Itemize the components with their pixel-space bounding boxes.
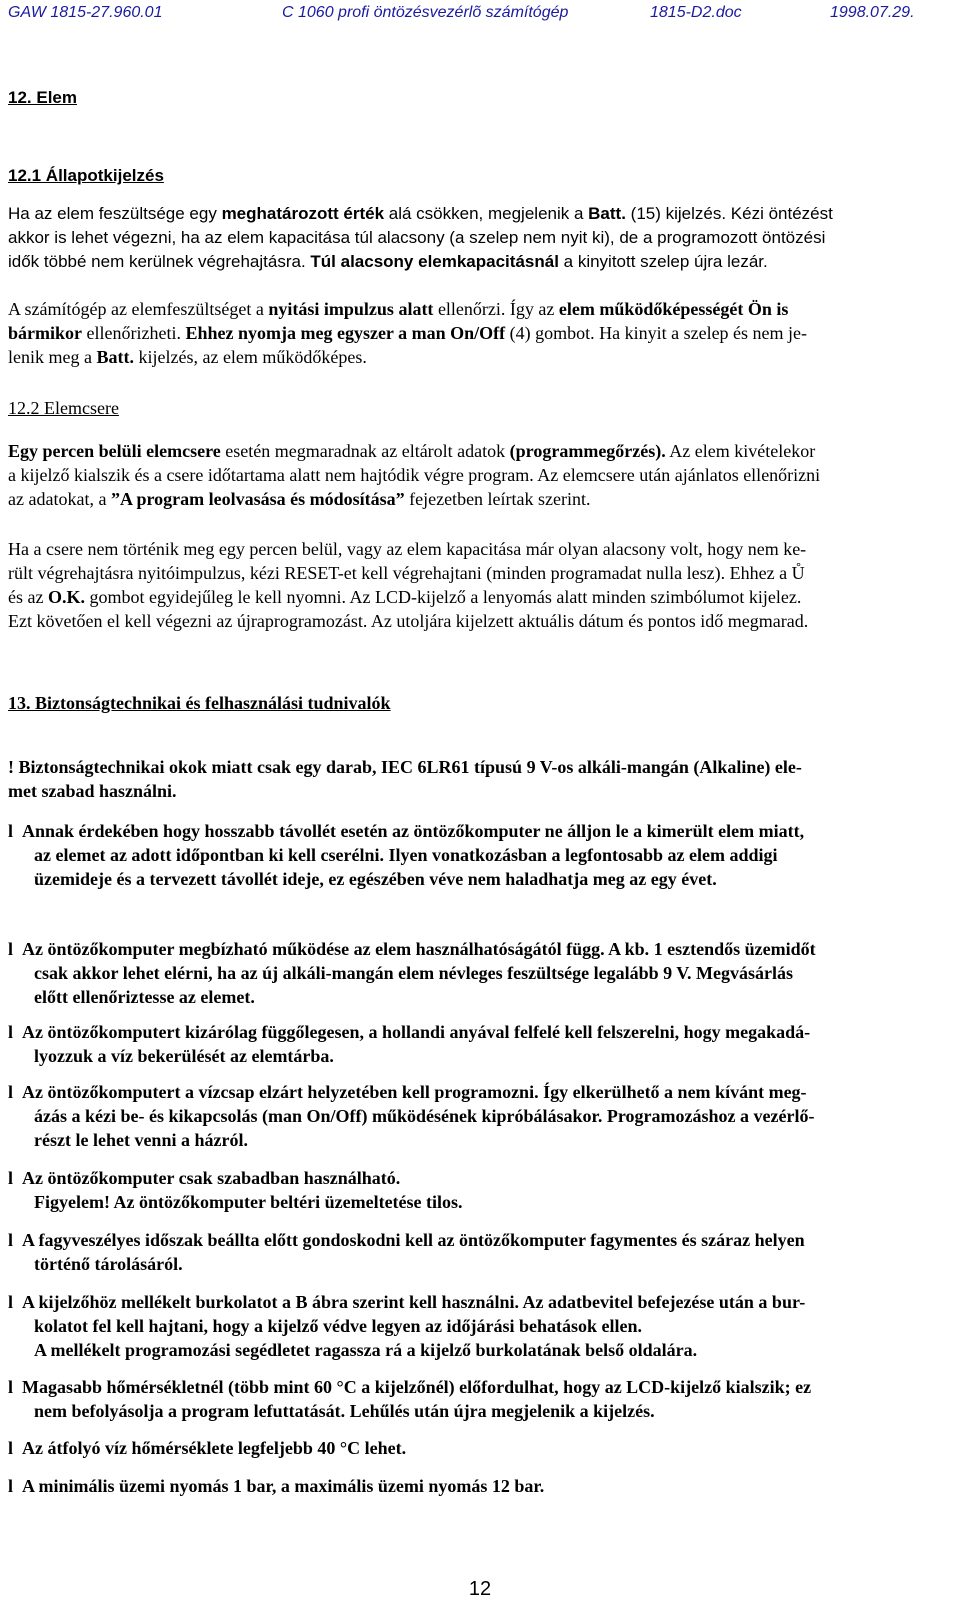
text-run-bold: meghatározott érték [221, 204, 385, 223]
text-run-bold: ”A program leolvasása és módosítása” [110, 489, 405, 509]
bullet-6-line-2: történő tárolásáról. [34, 1254, 183, 1274]
paragraph-4-line-3 [8, 587, 801, 608]
section-12-1-title: 12.1 Állapotkijelzés [8, 166, 164, 185]
bullet-icon: l [8, 1022, 14, 1042]
bullet-5-line-2: Figyelem! Az öntözőkomputer beltéri üzemeltetése tilos. [34, 1192, 463, 1212]
bullet-9-line-1: Az átfolyó víz hőmérséklete legfeljebb 40 °C lehet. [22, 1438, 407, 1458]
paragraph-1-line-3 [8, 252, 768, 272]
text-run: az adatokat, a [8, 489, 111, 509]
section-12-2-title: 12.2 Elemcsere [8, 398, 119, 418]
text-run: esetén megmaradnak az eltárolt adatok [220, 441, 510, 461]
bullet-icon: l [8, 939, 14, 959]
header-title: C 1060 profi öntözésvezérlõ számítógép [282, 4, 569, 21]
text-run: (15) kijelzés. Kézi öntézést [625, 204, 833, 223]
warning-line-1: ! Biztonságtechnikai okok miatt csak egy darab, IEC 6LR61 típusú 9 V-os alkáli-mangán (Alkaline) ele- [8, 757, 802, 777]
paragraph-1-line-1 [8, 204, 833, 224]
bullet-icon: l [8, 1377, 14, 1397]
paragraph-4-line-1: Ha a csere nem történik meg egy percen belül, vagy az elem kapacitása már olyan alacsony volt, hogy nem ke- [8, 539, 807, 559]
bullet-icon: l [8, 1230, 14, 1250]
paragraph-4-line-4: Ezt követően el kell végezni az újraprogramozást. Az utoljára kijelzett aktuális dátum és pontos idő megmarad. [8, 611, 809, 631]
bullet-2-line-2: csak akkor lehet elérni, ha az új alkáli-mangán elem névleges feszültsége legalább 9 V. Megvásárlás [34, 963, 793, 983]
bullet-10-line-1: A minimális üzemi nyomás 1 bar, a maximális üzemi nyomás 12 bar. [22, 1476, 545, 1496]
bullet-7-line-1: A kijelzőhöz mellékelt burkolatot a B ábra szerint kell használni. Az adatbevitel befejezése után a bur- [22, 1292, 806, 1312]
bullet-4-line-3: részt le lehet venni a házról. [34, 1130, 248, 1150]
bullet-icon: l [8, 1292, 14, 1312]
running-header [8, 0, 952, 22]
bullet-7-line-2: kolatot fel kell hajtani, hogy a kijelző védve legyen az időjárási behatások ellen. [34, 1316, 642, 1336]
text-run: alá csökken, megjelenik a [384, 204, 589, 223]
bullet-3-line-1: Az öntözőkomputert kizárólag függőlegesen, a hollandi anyával felfelé kell felszerelni, hogy megakadá- [22, 1022, 811, 1042]
text-run: lenik meg a [8, 347, 97, 367]
text-run: kijelzés, az elem működőképes. [133, 347, 367, 367]
text-run-bold: elem működőképességét Ön is [558, 299, 789, 319]
header-date: 1998.07.29. [830, 4, 915, 21]
paragraph-3-line-3 [8, 489, 591, 510]
bullet-1-line-3: üzemideje és a tervezett távollét ideje, ez egészében véve nem haladhatja meg az egy évet. [34, 869, 717, 889]
text-run: Az elem kivételekor [665, 441, 816, 461]
paragraph-3-line-2: a kijelző kialszik és a csere időtartama alatt nem hajtódik végre program. Az elemcsere után ajánlatos ellenőrizni [8, 465, 821, 485]
bullet-4-line-1: Az öntözőkomputert a vízcsap elzárt helyzetében kell programozni. Így elkerülhető a nem kívánt meg- [22, 1082, 807, 1102]
paragraph-4-line-2: rült végrehajtásra nyitóimpulzus, kézi RESET-et kell végrehajtani (minden programadat nulla lesz). Ehhez a Ů [8, 563, 805, 583]
text-run-bold: O.K. [47, 587, 85, 607]
text-run-bold: Batt. [588, 204, 626, 223]
text-run-bold: bármikor [8, 323, 82, 343]
bullet-icon: l [8, 821, 14, 841]
bullet-5-line-1: Az öntözőkomputer csak szabadban használható. [22, 1168, 401, 1188]
text-run: gombot egyidejűleg le kell nyomni. Az LCD-kijelző a lenyomás alatt minden szimbólumot kijelez. [85, 587, 802, 607]
header-doc-id: GAW 1815-27.960.01 [8, 4, 163, 21]
text-run-bold: nyitási impulzus alatt [268, 299, 434, 319]
text-run: ellenőrizheti. [82, 323, 186, 343]
bullet-1-line-1: Annak érdekében hogy hosszabb távollét esetén az öntözőkomputer ne álljon le a kimerült elem miatt, [22, 821, 805, 841]
bullet-1-line-2: az elemet az adott időpontban ki kell cserélni. Ilyen vonatkozásban a legfontosabb az elem addigi [34, 845, 778, 865]
text-run-bold: Batt. [96, 347, 134, 367]
bullet-2-line-3: előtt ellenőriztesse az elemet. [34, 987, 255, 1007]
bullet-7-line-3: A mellékelt programozási segédletet ragassza rá a kijelző burkolatának belső oldalára. [34, 1340, 698, 1360]
text-run-bold: (programmegőrzés). [509, 441, 666, 461]
text-run-bold: Egy percen belüli elemcsere [8, 441, 221, 461]
text-run: (4) gombot. Ha kinyit a szelep és nem je- [505, 323, 808, 343]
text-run: ellenőrzi. Így az [433, 299, 559, 319]
bullet-8-line-1: Magasabb hőmérsékletnél (több mint 60 °C a kijelzőnél) előfordulhat, hogy az LCD-kijelző kialszik; ez [22, 1377, 812, 1397]
section-12-title: 12. Elem [8, 88, 77, 107]
paragraph-1-line-2: akkor is lehet végezni, ha az elem kapacitása túl alacsony (a szelep nem nyit ki), de a programozott öntözési [8, 228, 826, 247]
text-run: A számítógép az elemfeszültséget a [8, 299, 269, 319]
warning-line-2: met szabad használni. [8, 781, 177, 801]
text-run-bold: Ehhez nyomja meg egyszer a man On/Off [185, 323, 506, 343]
text-run: fejezetben leírtak szerint. [404, 489, 591, 509]
text-run: idők többé nem kerülnek végrehajtásra. [8, 252, 311, 271]
bullet-4-line-2: ázás a kézi be- és kikapcsolás (man On/Off) működésének kipróbálásakor. Programozáshoz a vezérlő- [34, 1106, 815, 1126]
section-13-title: 13. Biztonságtechnikai és felhasználási tudnivalók [8, 693, 391, 713]
bullet-icon: l [8, 1476, 14, 1496]
bullet-icon: l [8, 1168, 14, 1188]
paragraph-2-line-3 [8, 347, 367, 368]
text-run: a kinyitott szelep újra lezár. [558, 252, 768, 271]
bullet-2-line-1: Az öntözőkomputer megbízható működése az elem használhatóságától függ. A kb. 1 esztendős üzemidőt [22, 939, 816, 959]
bullet-icon: l [8, 1082, 14, 1102]
page-number: 12 [468, 1578, 492, 1600]
paragraph-3-line-1 [8, 441, 815, 462]
bullet-icon: l [8, 1438, 14, 1458]
text-run-bold: Túl alacsony elemkapacitásnál [310, 252, 559, 271]
paragraph-2-line-1 [8, 299, 788, 320]
bullet-8-line-2: nem befolyásolja a program lefuttatását. Lehűlés után újra megjelenik a kijelzés. [34, 1401, 655, 1421]
header-file: 1815-D2.doc [650, 4, 742, 21]
text-run: Ha az elem feszültsége egy [8, 204, 222, 223]
paragraph-2-line-2 [8, 323, 807, 344]
bullet-3-line-2: lyozzuk a víz bekerülését az elemtárba. [34, 1046, 334, 1066]
bullet-6-line-1: A fagyveszélyes időszak beállta előtt gondoskodni kell az öntözőkomputer fagymentes és száraz helyen [22, 1230, 805, 1250]
text-run: és az [8, 587, 48, 607]
